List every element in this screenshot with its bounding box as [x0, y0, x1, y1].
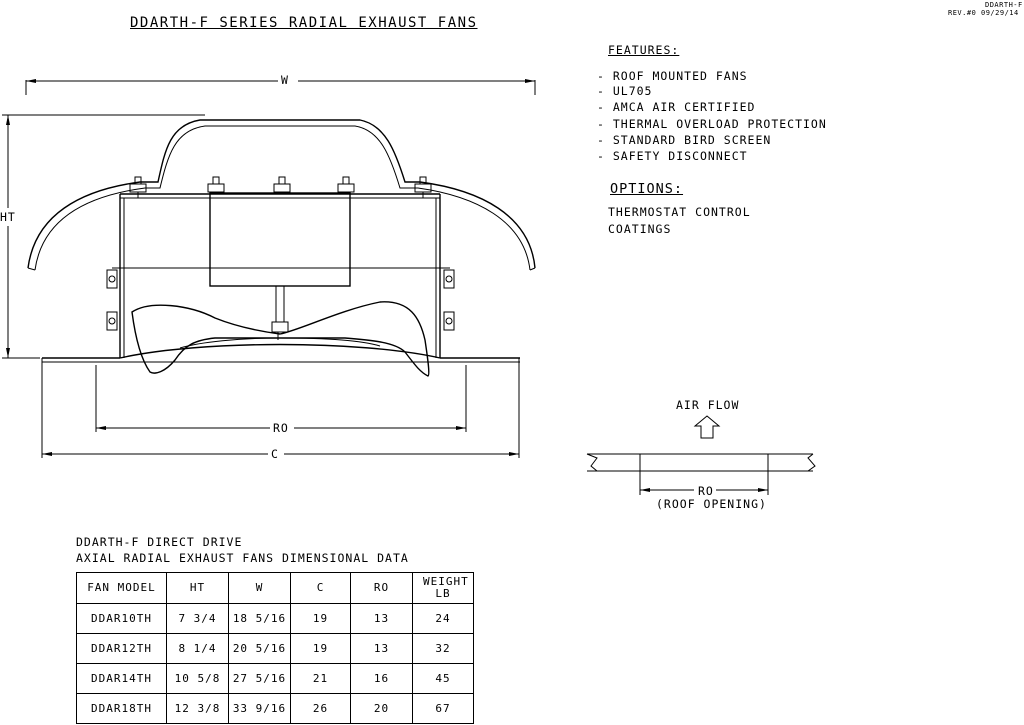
cell: 13: [351, 604, 413, 634]
cell: 18 5/16: [229, 604, 291, 634]
table-row: [77, 664, 474, 694]
feature-item: - ROOF MOUNTED FANS: [597, 69, 748, 83]
airflow-arrow-icon: [695, 416, 719, 438]
ht-label: HT: [0, 210, 16, 224]
c-label: C: [271, 447, 279, 461]
page-title: DDARTH-F SERIES RADIAL EXHAUST FANS: [130, 15, 478, 31]
cell: 26: [291, 694, 351, 724]
feature-item: - THERMAL OVERLOAD PROTECTION: [597, 117, 827, 131]
cell: 13: [351, 634, 413, 664]
header-c: C: [291, 573, 351, 604]
cell: DDAR14TH: [77, 664, 167, 694]
header-ro: RO: [351, 573, 413, 604]
table-row: [77, 604, 474, 634]
options-heading: OPTIONS:: [610, 181, 684, 197]
cell: 20 5/16: [229, 634, 291, 664]
ro-label: RO: [273, 421, 289, 435]
ht-dimension: [2, 115, 205, 358]
cell: 19: [291, 604, 351, 634]
motor: [210, 193, 350, 340]
cell: 45: [413, 664, 474, 694]
table-header-row: [77, 573, 474, 604]
cell: DDAR18TH: [77, 694, 167, 724]
cell: 19: [291, 634, 351, 664]
hood-bolts: [130, 177, 431, 198]
dimension-table: [76, 572, 474, 724]
features-heading: FEATURES:: [608, 43, 680, 57]
cell: 67: [413, 694, 474, 724]
cell: 27 5/16: [229, 664, 291, 694]
cell: 10 5/8: [167, 664, 229, 694]
cell: 16: [351, 664, 413, 694]
revision-date: REV.#0 09/29/14: [948, 9, 1019, 17]
roof-opening-label: (ROOF OPENING): [656, 497, 767, 511]
cell: 33 9/16: [229, 694, 291, 724]
cell: DDAR10TH: [77, 604, 167, 634]
table-subcaption: AXIAL RADIAL EXHAUST FANS DIMENSIONAL DATA: [76, 551, 409, 565]
roof-ro-label: RO: [698, 484, 714, 498]
cell: 8 1/4: [167, 634, 229, 664]
airflow-label: AIR FLOW: [676, 398, 740, 412]
table-row: [77, 694, 474, 724]
header-fan-model: FAN MODEL: [77, 573, 167, 604]
drawing-code: DDARTH-F: [985, 1, 1023, 9]
feature-item: - AMCA AIR CERTIFIED: [597, 100, 756, 114]
header-weight: WEIGHT LB: [413, 573, 474, 604]
c-dimension: [42, 452, 519, 456]
option-item: THERMOSTAT CONTROL: [608, 205, 751, 219]
feature-item: - STANDARD BIRD SCREEN: [597, 133, 772, 147]
option-item: COATINGS: [608, 222, 672, 236]
cell: 12 3/8: [167, 694, 229, 724]
header-w: W: [229, 573, 291, 604]
table-row: [77, 634, 474, 664]
cell: 7 3/4: [167, 604, 229, 634]
fan-blade: [132, 302, 429, 376]
cell: 21: [291, 664, 351, 694]
w-label: W: [281, 73, 289, 87]
header-ht: HT: [167, 573, 229, 604]
fan-hood: [28, 120, 535, 270]
table-caption: DDARTH-F DIRECT DRIVE: [76, 535, 243, 549]
feature-item: - UL705: [597, 84, 653, 98]
feature-item: - SAFETY DISCONNECT: [597, 149, 748, 163]
cell: 24: [413, 604, 474, 634]
cell: 32: [413, 634, 474, 664]
cell: DDAR12TH: [77, 634, 167, 664]
fan-base: [42, 345, 520, 459]
cell: 20: [351, 694, 413, 724]
